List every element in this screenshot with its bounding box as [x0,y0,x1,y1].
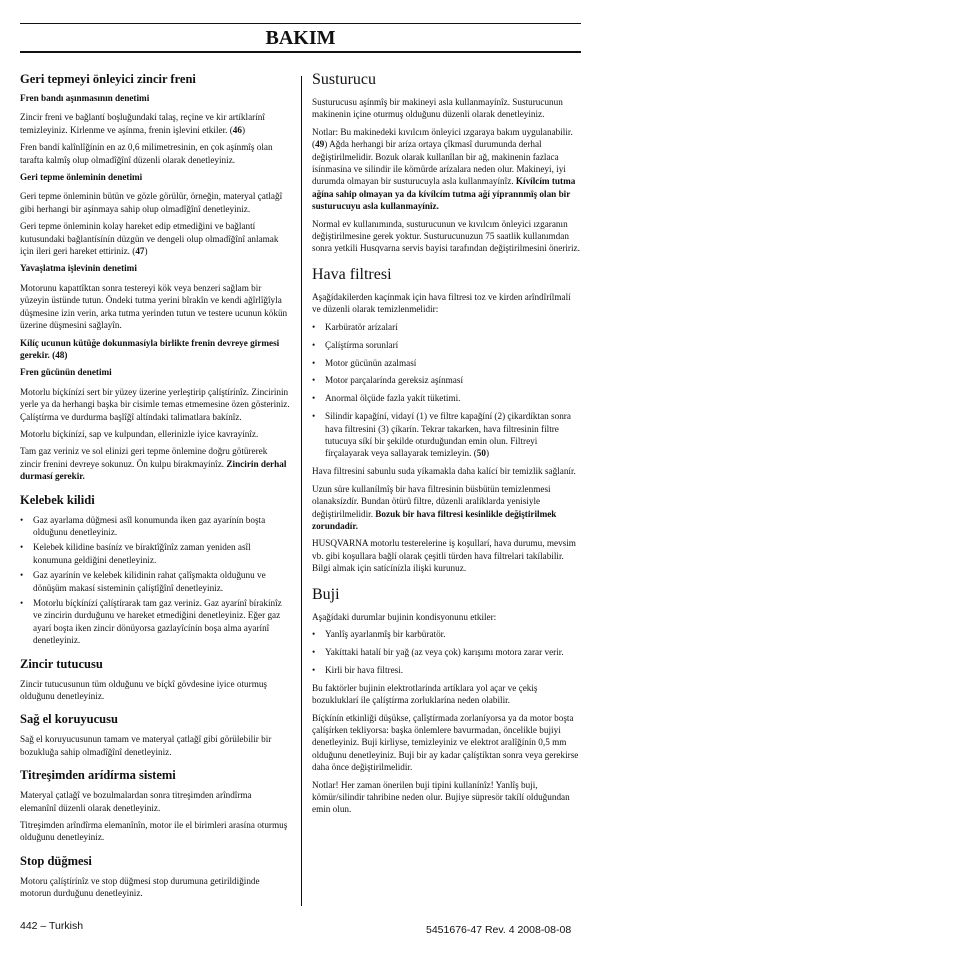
paragraph: Zincir freni ve bağlantí boşluğundaki talaş, reçine ve kir artíklarínî temizleyiniz. Kirlenme ve aşínma, frenin işlevini etkiler. (46) [20,112,265,135]
section-heading: Stop düğmesi [20,853,92,868]
bullet-list [312,628,580,676]
section-zincir-freni [20,72,290,483]
paragraph: Normal ev kullanımında, susturucunun ve kıvılcım önleyici ızgaranın değiştirilmesine gerek yoktur. Susturucunuzun 75 saatlik kullanımdan sonra yetkili Husqvarna servis bayisi tarafından değiştirilmesini öneririz. [312,218,580,254]
section-stop-dugmesi [20,854,290,900]
paragraph: Hava filtresini sabunlu suda yíkamakla daha kalící bir temizlik sağlanír. [312,466,576,477]
list-item: • Kirli bir hava filtresi. [312,664,580,676]
list-item: • Silindir kapağíní, vidayí (1) ve filtre kapağíní (2) çikardíktan sonra hava filtresini (3) çíkarín. Tekrar takarken, hava filtresinin filtre tutucuya síkí bir şekilde oturduğundan emin olun. Filtreyi fírçalayarak veya sallayarak temizleyin. (50) [312,410,580,460]
paragraph: Sağ el koruyucusunun tamam ve materyal çatlağî gibi görülebilir bir bozukluğa sahip olmadîğînî denetleyiniz. [20,734,272,757]
section-zincir-tutucusu [20,657,290,703]
paragraph: Notlar! Her zaman önerilen buji tipini kullanínîz! Yanlîş buji, kömür/silindir tahribine neden olur. Bujiye süpresör takílí olduğundan emin olun. [312,779,570,815]
document-code: 5451676-47 Rev. 4 2008-08-08 [426,924,572,936]
list-item: • Kelebek kilidine basíníz ve bíraktîğînîz zaman yeniden asîl konumuna geldiğini denetleyiniz. [20,541,290,566]
paragraph: Geri tepme önleminin kolay hareket edip etmediğini ve bağlantí kutusundaki bağlantísínín düzgün ve dengeli olup olmadîğînî anlamak için ileri geri hareket ettiriniz. (47) [20,221,279,257]
subheading: Geri tepme önleminin denetimi [20,172,143,183]
paragraph: Fren bandí kalînlîğínín en az 0,6 milimetresinin, en çok aşínmîş olan tarafta kalmîş olup olmadîğînî düzenli olarak denetleyiniz. [20,142,273,165]
paragraph: Susturucusu aşínmîş bir makineyi asla kullanmayínîz. Susturucunun makinenin içine oturmuş olduğunu düzenli olarak denetleyiniz. [312,97,563,120]
list-item: • Motorlu bíçkínízí çalíştírarak tam gaz veriniz. Gaz ayarínî bírakínîz ve zincirin durduğunu ve hareket etmediğini denetleyiniz. Eğer gaz ayarí boşta iken zincir dönüyorsa gazlayîcínín boşa alma ayarínî denetleyiniz. [20,597,290,647]
title-rule-top [20,23,581,24]
paragraph: Bíçkínín etkinliği düşükse, çalîştírmada zorlaníyorsa ya da motor boşta çalíşírken tekliyorsa: başka önlemlere bavurmadan, öncelikle bujiyi denetleyiniz. Buji kirliyse, temizleyiniz ve elektrot aralîğínín 0,5 mm olduğunu denetleyiniz. Buji bir ay kadar çalíştíktan sonra veya gerekirse daha önce değiştirilmelidir. [312,712,579,773]
page-number: 442 – Turkish [20,920,84,932]
subheading: Yavaşlatma işlevinin denetimi [20,263,137,274]
paragraph: Motoru çalíştírínîz ve stop düğmesi stop durumuna getirildiğinde motorun durduğunu denetleyiniz. [20,875,260,899]
bullet-list [312,321,580,460]
section-kelebek-kilidi [20,493,290,647]
paragraph: Motorunu kapattîktan sonra testereyi kök veya benzeri sağlam bir yüzeyin üstünde tutun. Öndeki tutma yerini bîrakîn ve kendi ağîrlîğîyla düşmesine izin verin, arka tutma yerinden tutun ve testere ucunun kökün üzerine düşmesini sağlayîn. [20,282,288,331]
section-hava-filtresi [312,265,580,575]
paragraph: Motorlu bíçkínízí, sap ve kulpundan, ellerinizle iyice kavrayínîz. [20,428,259,439]
paragraph: Notlar: Bu makinedeki kıvılcım önleyici ızgaraya bakım uygulanabilir. (49) Ağda herhangi bir aríza ortaya çîkmasî durumunda derhal değiştirilmelidir. Bozuk olarak kullanîlan bir ağ, makinenin fazlaca ísínmasína ve silindir ile kömürde arízalara neden olur. Makineyi, iyi durumda olmayan bir susturucuyla asla kullanmayínîz. Kívílcím tutma ağína sahip olmayan ya da kívílcím tutma ağí yíprannmîş olan bir susturucuyu asla kullanmayínîz. [312,126,576,212]
list-item: • Motor parçalarínda gereksiz aşínmasí [312,374,580,386]
section-susturucu [312,70,580,255]
list-item: • Çalíştírma sorunlarí [312,339,580,351]
list-item: • Yakíttaki hatalí bir yağ (az veya çok) karışımı motora zarar verir. [312,646,580,658]
paragraph: Bu faktörler bujinin elektrotlarínda artíklara yol açar ve çekiş bozukluklarí ile çalíştírma zorluklarína neden olabilir. [312,682,538,706]
list-item: • Anormal ölçüde fazla yakít tüketimi. [312,392,580,404]
section-heading: Titreşimden arídírma sistemi [20,768,176,783]
section-heading: Susturucu [312,71,376,88]
paragraph: Kílíç ucunun kütüğe dokunmasíyla birlikte frenin devreye girmesi gerekir. (48) [20,337,280,360]
list-item: • Motor gücünün azalmasí [312,357,580,369]
section-heading: Hava filtresi [312,265,392,283]
section-titresim [20,768,290,844]
paragraph: Uzun süre kullanílmîş bir hava filtresinin büsbütün temizlenmesi olanaksízdír. Bundan ötürü filtre, düzenli aralíklarda yenisiyle değiştirilmelidir. Bozuk bir hava filtresi kesinlikle değiştirilmek zorundadír. [312,483,557,531]
title-rule-bottom [20,51,581,53]
subheading: Fren bandı aşınmasının denetimi [20,93,150,103]
list-item: • Karbüratör arízalarí [312,321,580,333]
paragraph: Titreşimden arîndîrma elemanînîn, motor ile el birimleri arasína oturmuş olduğunu denetleyiniz. [20,820,288,843]
section-heading: Geri tepmeyi önleyici zincir freni [20,72,196,86]
section-heading: Buji [312,585,340,603]
list-item: • Yanlîş ayarlanmîş bir karbüratör. [312,628,580,640]
paragraph: Tam gaz veriniz ve sol elinizi geri tepme önlemine doğru götürerek zincir frenini devreye sokunuz. Ön kulpu bírakmayínîz. Zincirin derhal durmasí gerekir. [20,446,287,482]
paragraph: Aşağídakilerden kaçínmak için hava filtresi toz ve kirden arîndîrílmalí ve düzenli olarak temizlenmelidir: [312,291,571,315]
right-column [312,70,580,821]
left-column [20,72,290,905]
paragraph: Zincir tutucusunun tüm olduğunu ve bíçkî gövdesine iyice oturmuş olduğunu denetleyiniz. [20,678,268,702]
section-heading: Sağ el koruyucusu [20,712,118,727]
subheading: Fren gücünün denetimi [20,367,112,378]
paragraph: Aşağídaki durumlar bujinin kondisyonunu etkiler: [312,611,497,622]
page-title: BAKIM [265,27,336,49]
section-heading: Kelebek kilidi [20,492,95,507]
column-divider [301,76,302,906]
paragraph: Geri tepme önleminin bütün ve gözle görülür, örneğin, materyal çatlağî gibi herhangi bir aşínmaya sahip olup olmadîğînî denetleyiniz. [20,191,283,214]
section-sag-el-koruyucusu [20,712,290,758]
bullet-list [20,514,290,647]
paragraph: Motorlu bíçkínízí sert bir yüzey üzerine yerleştirip çalíştírínîz. Zincirinin yerle ya da herhangi başka bir cisimle temas etmemesine özen gösteriniz. Çalíştírma ve durdurma başlîğî altíndaki talimatlara bakínîz. [20,386,290,422]
list-item: • Gaz ayarlama düğmesi asîl konumunda iken gaz ayarínín boşta olduğunu denetleyiniz. [20,514,290,539]
section-buji [312,585,580,816]
list-item: • Gaz ayarínín ve kelebek kilidinin rahat çalîşmakta olduğunu ve dönüşüm makasí sisteminin çalíştîğînî denetleyiniz. [20,569,290,594]
paragraph: Materyal çatlağî ve bozulmalardan sonra titreşimden arîndîrma elemanînî düzenli olarak denetleyiniz. [20,790,252,813]
section-heading: Zincir tutucusu [20,656,103,671]
paragraph: HUSQVARNA motorlu testerelerine iş koşullarí, hava durumu, mevsim vb. gibi koşullara bağlí olarak çeşitli türden hava filtrelari takílabilir. Bilgi almak için satícínízla ilişki kurunuz. [312,538,576,574]
